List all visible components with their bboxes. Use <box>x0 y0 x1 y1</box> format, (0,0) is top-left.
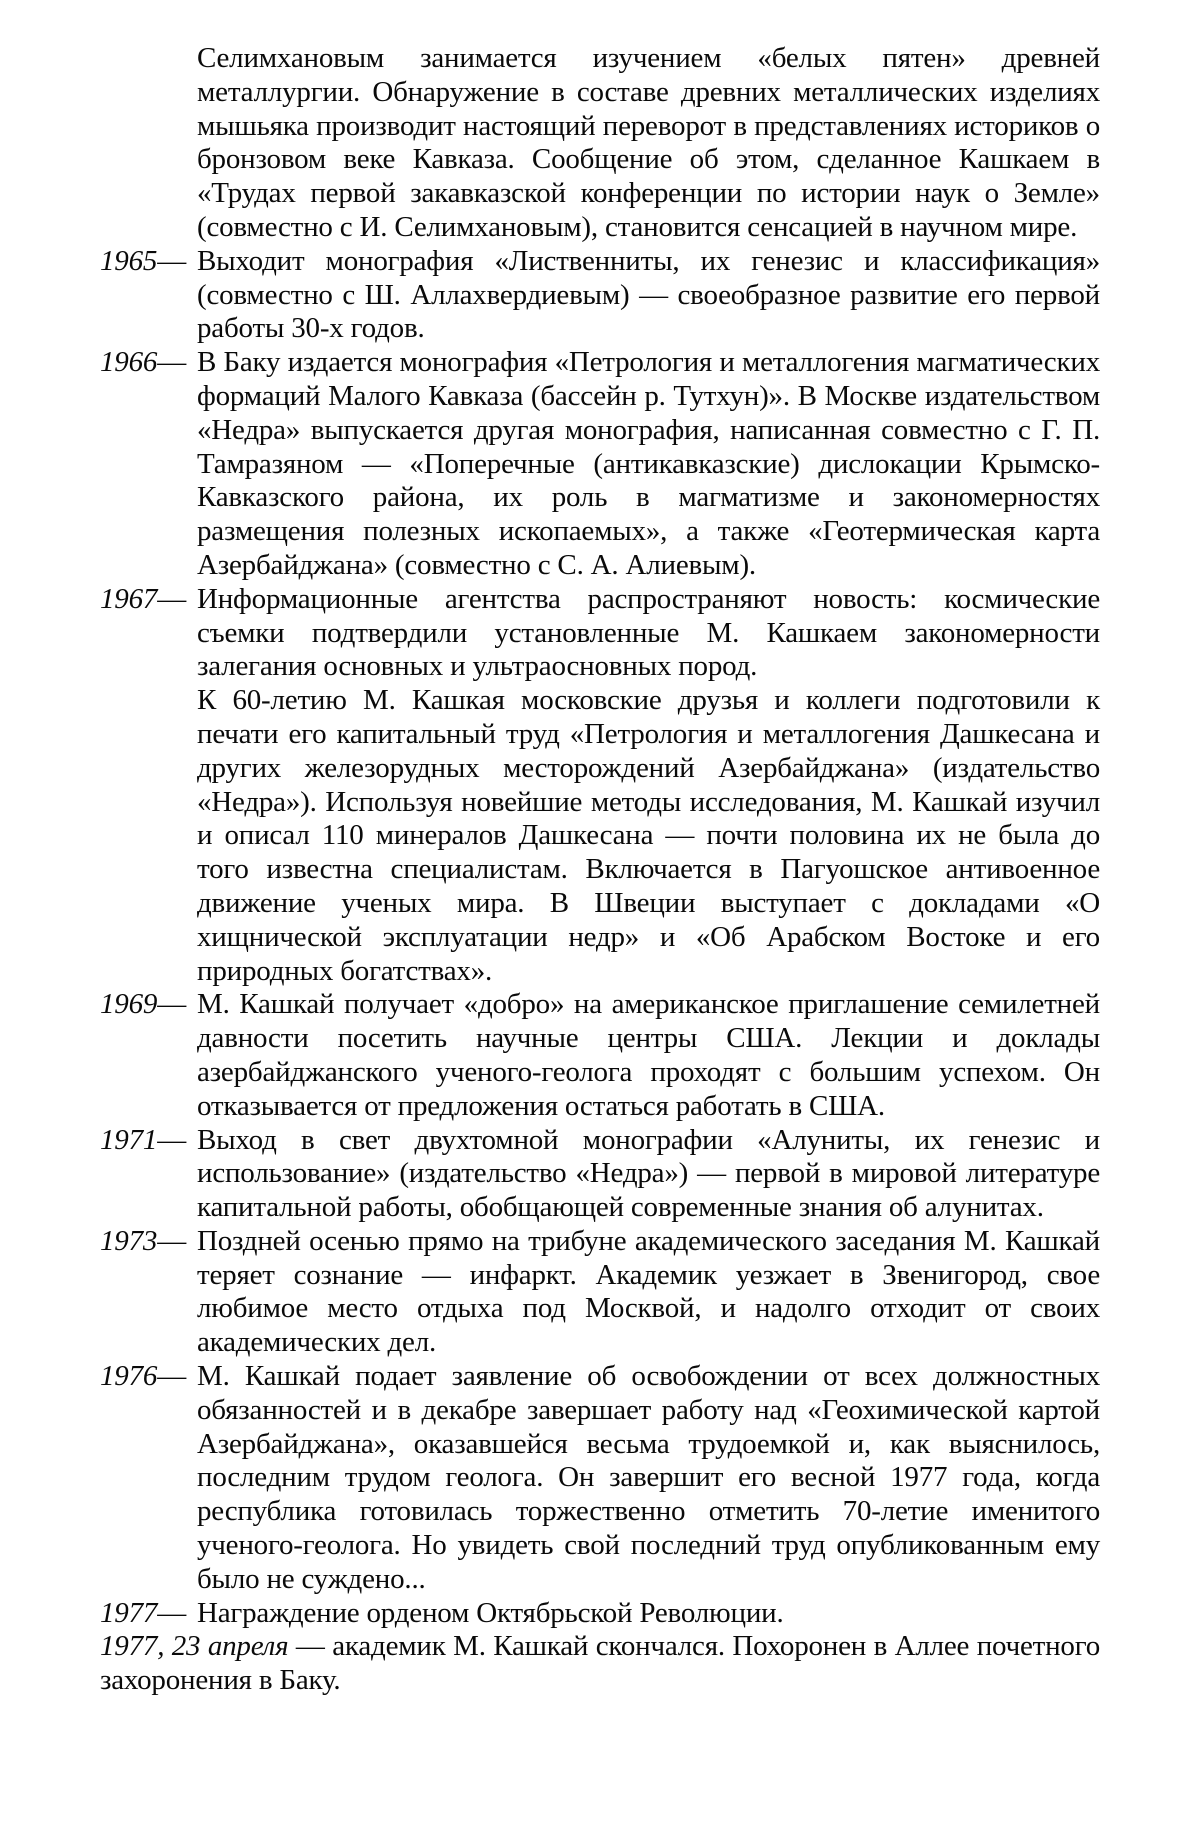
chronology-entry-1966 <box>100 346 1100 583</box>
entry-year: 1965— <box>100 244 187 277</box>
chronology-entry-1965 <box>100 245 1100 346</box>
intro-paragraph: Селимхановым занимается изучением «белых пятен» древней металлургии. Обнаружение в составе древних металлических изделиях мышьяка производит настоящий переворот в представлениях историков о бронзовом веке Кавказа. Сообщение об этом, сделанное Кашкаем в «Трудах первой закавказской конференции по истории наук о Земле» (совместно с И. Селимхановым), становится сенсацией в научном мире. <box>197 42 1100 243</box>
final-dash: — <box>295 1630 325 1663</box>
entry-text: Выход в свет двухтомной монографии «Алуниты, их генезис и использование» (издательство «Недра») — первой в мировой литературе капитальной работы, обобщающей современные знания об алунитах. <box>197 1123 1100 1224</box>
entry-continuation: К 60-летию М. Кашкая московские друзья и коллеги подготовили к печати его капитальный труд «Петрология и металлогения Дашкесана и других железорудных месторождений Азербайджана» (издательство «Недра»). Используя новейшие методы исследования, М. Кашкай изучил и описал 110 минералов Дашкесана — почти половина их не была до того известна специалистам. Включается в Пагуошское антивоенное движение ученых мира. В Швеции выступает с докладами «О хищнической эксплуатации недр» и «Об Арабском Востоке и его природных богатствах». <box>197 684 1100 987</box>
document-page <box>100 42 1100 1698</box>
entry-year: 1969— <box>100 988 187 1021</box>
entry-year: 1966— <box>100 346 187 379</box>
entry-text: В Баку издается монография «Петрология и металлогения магматических формаций Малого Кавказа (бассейн р. Тутхун)». В Москве издательством «Недра» выпускается другая монография, написанная совместно с Г. П. Тамразяном — «Поперечные (антикавказские) дислокации Крымско-Кавказского района, их роль в магматизме и закономерностях размещения полезных ископаемых», а также «Геотермическая карта Азербайджана» (совместно с С. А. Алиевым). <box>197 346 1100 581</box>
entry-text: Поздней осенью прямо на трибуне академического заседания М. Кашкай теряет сознание — инфаркт. Академик уезжает в Звенигород, свое любимое место отдыха под Москвой, и надолго отходит от своих академических дел. <box>197 1224 1100 1359</box>
chronology-entry-1976 <box>100 1360 1100 1597</box>
chronology-entry-1967 <box>100 583 1100 989</box>
entry-text: Выходит монография «Лиственниты, их генезис и классификация» (совместно с Ш. Аллахвердиевым) — своеобразное развитие его первой работы 30-х годов. <box>197 244 1100 345</box>
entry-year: 1977— <box>100 1596 187 1629</box>
entry-year: 1976— <box>100 1360 187 1393</box>
chronology-entry-1971 <box>100 1124 1100 1225</box>
entry-text: Информационные агентства распространяют новость: космические съемки подтвердили установленные М. Кашкаем закономерности залегания основных и ультраосновных пород. <box>197 582 1100 683</box>
chronology-entry-1977 <box>100 1597 1100 1631</box>
entry-text: М. Кашкай получает «добро» на американское приглашение семилетней давности посетить научные центры США. Лекции и доклады азербайджанского ученого-геолога проходят с большим успехом. Он отказывается от предложения остаться работать в США. <box>197 988 1100 1122</box>
entry-year: 1973— <box>100 1224 187 1257</box>
chronology-entry-1973 <box>100 1225 1100 1360</box>
entry-text: М. Кашкай подает заявление об освобождении от всех должностных обязанностей и в декабре завершает работу над «Геохимической картой Азербайджана», оказавшейся весьма трудоемкой и, как выяснилось, последним трудом геолога. Он завершит его весной 1977 года, когда республика готовилась торжественно отметить 70-летие именитого ученого-геолога. Но увидеть свой последний труд опубликованным ему было не суждено... <box>197 1360 1100 1595</box>
final-text: академик М. Кашкай скончался. Похоронен в Аллее почетного захоронения в Баку. <box>100 1630 1100 1697</box>
entry-year: 1971— <box>100 1123 187 1156</box>
chronology-entry-1969 <box>100 988 1100 1123</box>
chronology-entry-final <box>100 1630 1100 1698</box>
final-date: 1977, 23 апреля <box>100 1630 289 1663</box>
entry-text: Награждение орденом Октябрьской Революции. <box>197 1596 784 1629</box>
entry-year: 1967— <box>100 582 187 615</box>
